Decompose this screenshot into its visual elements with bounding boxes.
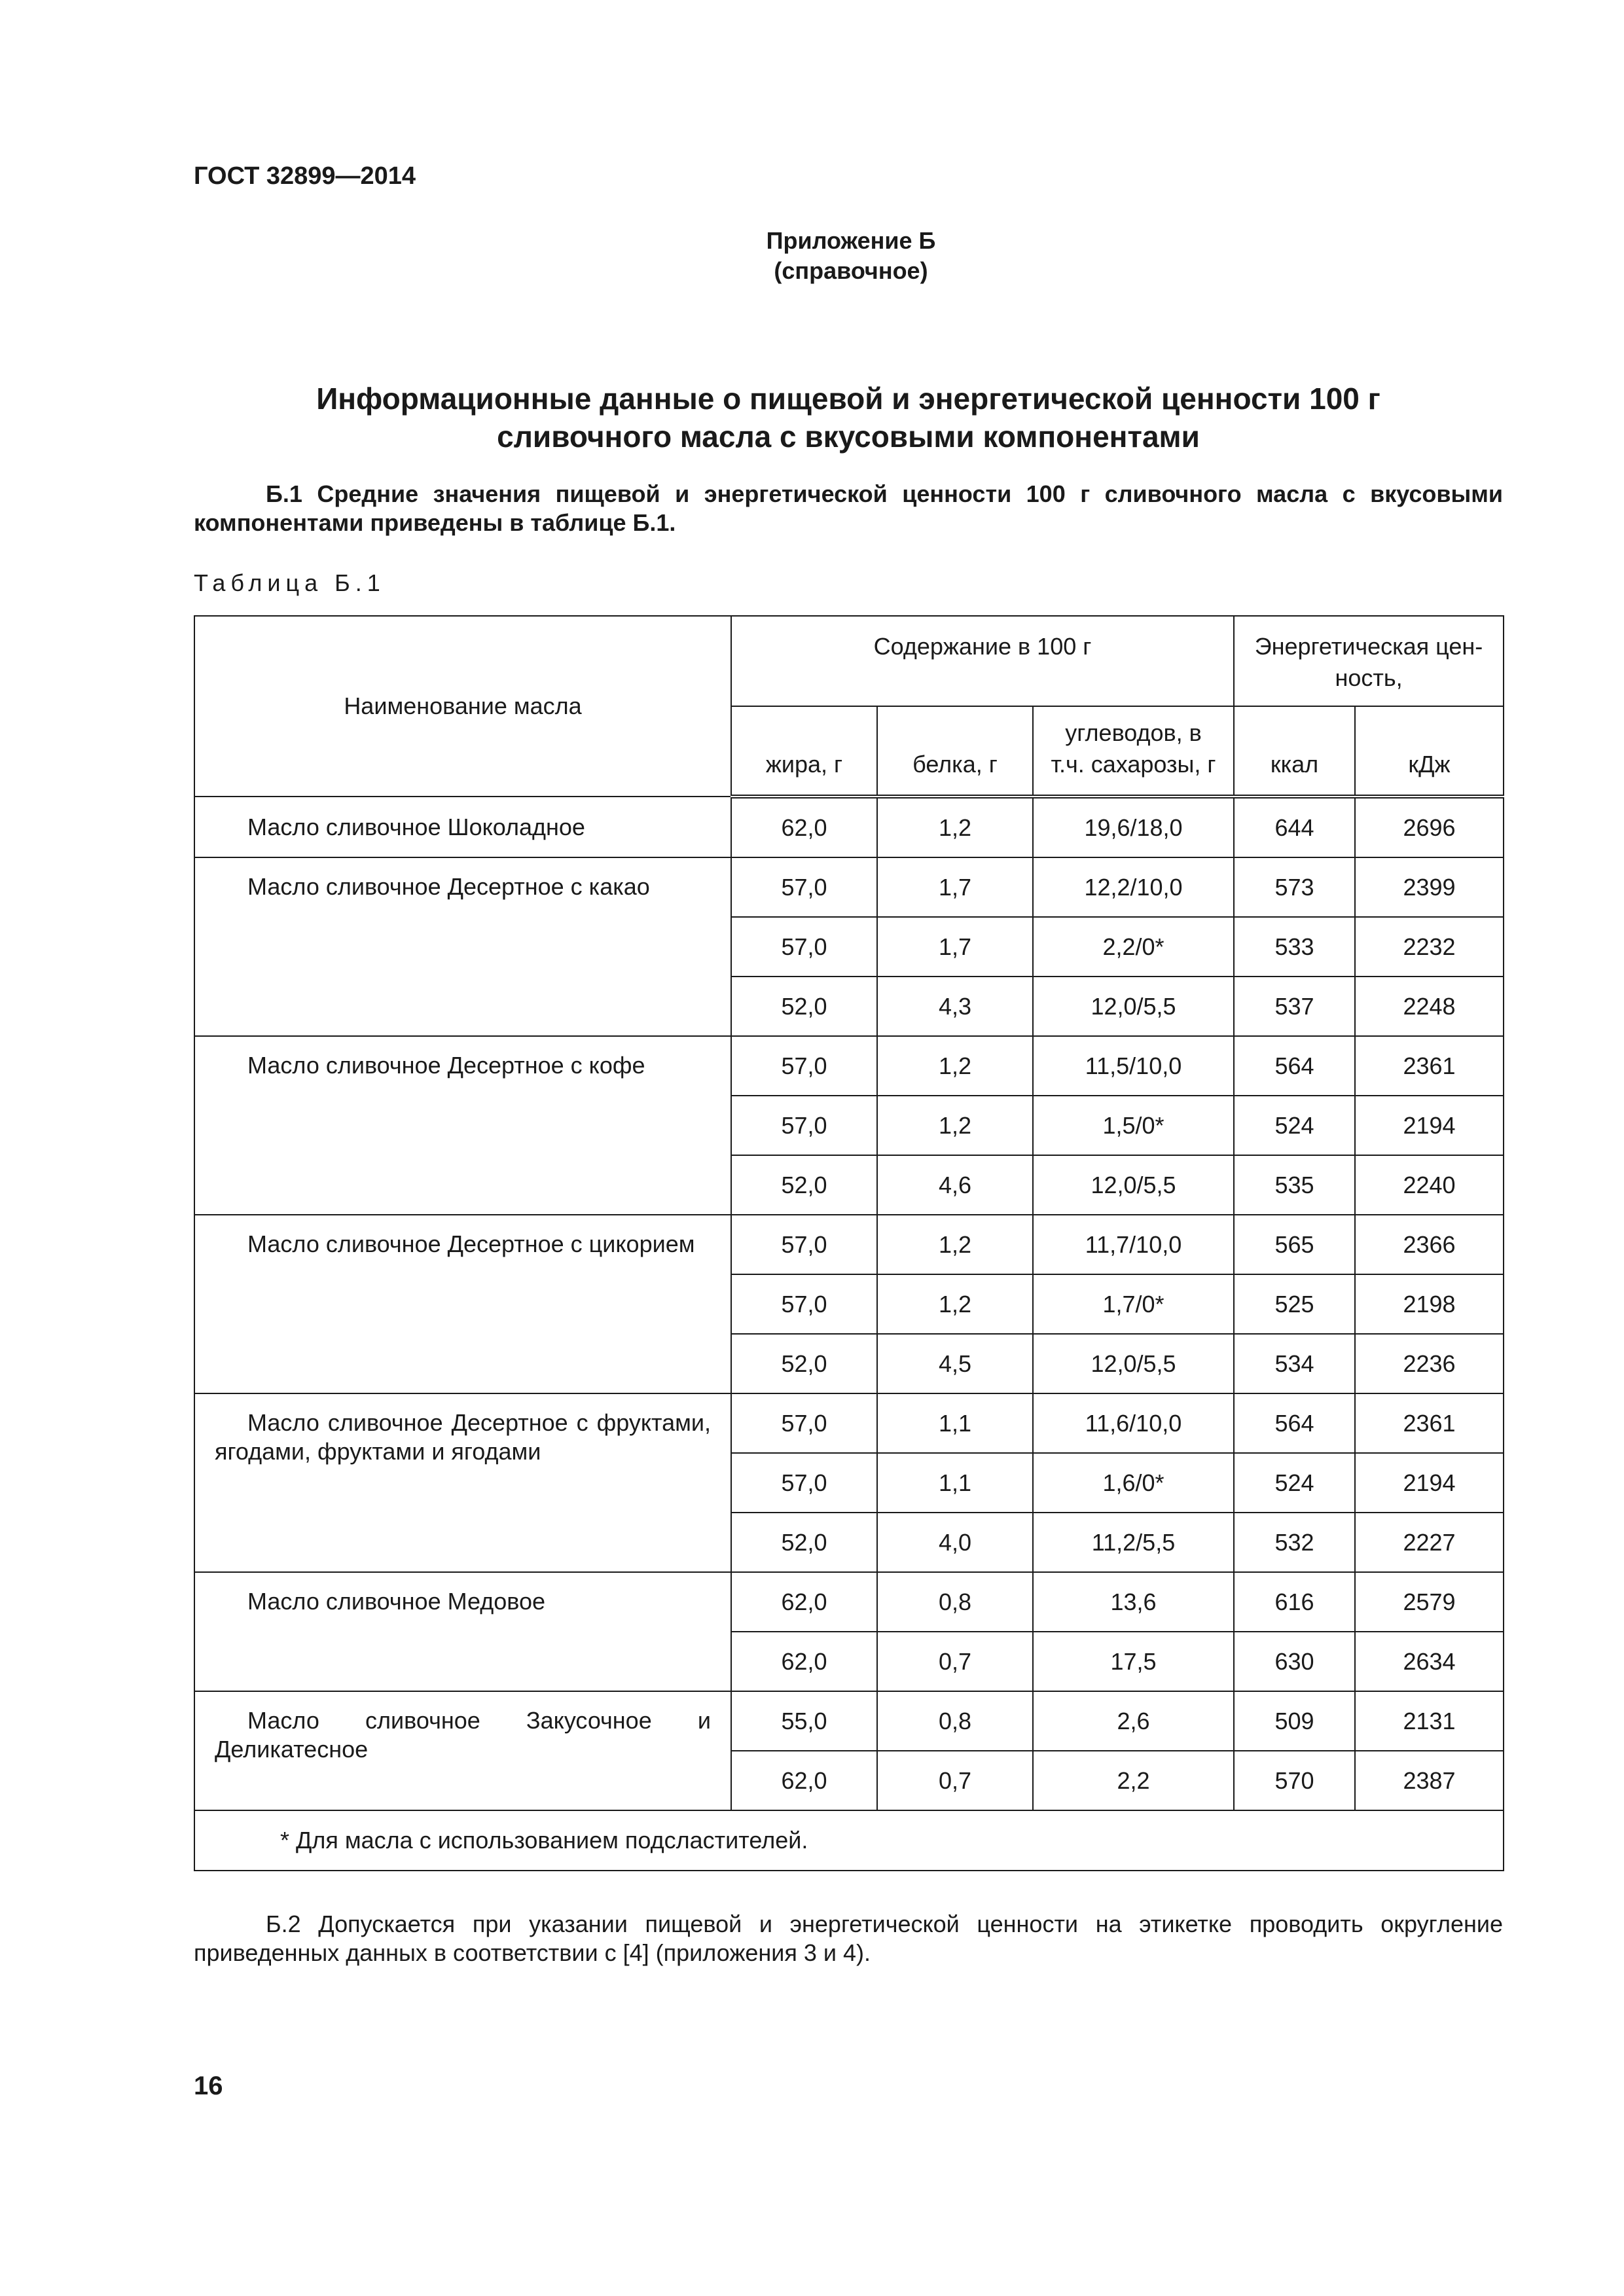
cell-carbs: 1,6/0* — [1033, 1453, 1234, 1513]
title-line-1: Информационные данные о пищевой и энергетической ценности 100 г — [316, 382, 1380, 416]
header-fat: жира, г — [731, 706, 877, 797]
footnote-row — [194, 1810, 1504, 1871]
cell-kj: 2227 — [1355, 1513, 1504, 1572]
cell-kcal: 532 — [1234, 1513, 1355, 1572]
page-number: 16 — [194, 2072, 223, 2100]
appendix-status: (справочное) — [774, 257, 928, 284]
cell-carbs: 11,5/10,0 — [1033, 1036, 1234, 1096]
cell-fat: 57,0 — [731, 857, 877, 917]
nutrition-table — [194, 615, 1504, 1871]
cell-kj: 2387 — [1355, 1751, 1504, 1810]
butter-name: Масло сливочное Закусочное и Деликатесное — [194, 1691, 731, 1810]
cell-carbs: 13,6 — [1033, 1572, 1234, 1632]
table-row — [194, 1036, 1504, 1096]
appendix-label: Приложение Б — [766, 227, 936, 254]
cell-carbs: 11,7/10,0 — [1033, 1215, 1234, 1274]
cell-kcal: 535 — [1234, 1155, 1355, 1215]
butter-name: Масло сливочное Десертное с цикорием — [194, 1215, 731, 1393]
cell-protein: 1,2 — [877, 797, 1033, 857]
header-protein: белка, г — [877, 706, 1033, 797]
cell-kcal: 537 — [1234, 977, 1355, 1036]
cell-kj: 2240 — [1355, 1155, 1504, 1215]
cell-kj: 2236 — [1355, 1334, 1504, 1393]
header-name: Наименование масла — [194, 616, 731, 797]
cell-carbs: 12,0/5,5 — [1033, 1155, 1234, 1215]
table-row — [194, 1393, 1504, 1453]
butter-name: Масло сливочное Медовое — [194, 1572, 731, 1691]
header-content-group: Содержание в 100 г — [731, 616, 1234, 706]
cell-carbs: 19,6/18,0 — [1033, 797, 1234, 857]
cell-fat: 52,0 — [731, 1334, 877, 1393]
nutrition-table-container — [194, 615, 1503, 1871]
butter-name: Масло сливочное Десертное с фруктами, ягодами, фруктами и ягодами — [194, 1393, 731, 1572]
cell-fat: 62,0 — [731, 1632, 877, 1691]
cell-kj: 2399 — [1355, 857, 1504, 917]
cell-fat: 62,0 — [731, 797, 877, 857]
cell-kj: 2232 — [1355, 917, 1504, 977]
cell-kcal: 533 — [1234, 917, 1355, 977]
cell-protein: 1,1 — [877, 1393, 1033, 1453]
cell-fat: 57,0 — [731, 917, 877, 977]
cell-kj: 2194 — [1355, 1096, 1504, 1155]
appendix-title — [194, 380, 1503, 456]
cell-fat: 62,0 — [731, 1751, 877, 1810]
cell-kj: 2696 — [1355, 797, 1504, 857]
header-kj: кДж — [1355, 706, 1504, 797]
cell-protein: 1,7 — [877, 917, 1033, 977]
cell-kcal: 573 — [1234, 857, 1355, 917]
cell-protein: 1,2 — [877, 1274, 1033, 1334]
cell-kj: 2131 — [1355, 1691, 1504, 1751]
cell-kcal: 534 — [1234, 1334, 1355, 1393]
cell-kj: 2361 — [1355, 1036, 1504, 1096]
paragraph-b1: Б.1 Средние значения пищевой и энергетической ценности 100 г сливочного масла с вкусовыми компонентами приведены в таблице Б.1. — [194, 480, 1503, 536]
cell-protein: 0,7 — [877, 1751, 1033, 1810]
cell-fat: 52,0 — [731, 977, 877, 1036]
table-row — [194, 1215, 1504, 1274]
cell-fat: 57,0 — [731, 1036, 877, 1096]
cell-protein: 4,3 — [877, 977, 1033, 1036]
butter-name: Масло сливочное Десертное с кофе — [194, 1036, 731, 1215]
cell-kcal: 525 — [1234, 1274, 1355, 1334]
cell-carbs: 1,7/0* — [1033, 1274, 1234, 1334]
table-footnote: * Для масла с использованием подсластителей. — [194, 1810, 1504, 1871]
cell-kcal: 616 — [1234, 1572, 1355, 1632]
cell-protein: 0,8 — [877, 1572, 1033, 1632]
cell-kcal: 630 — [1234, 1632, 1355, 1691]
table-caption: Таблица Б.1 — [194, 569, 386, 596]
butter-name: Масло сливочное Десертное с какао — [194, 857, 731, 1036]
cell-kj: 2366 — [1355, 1215, 1504, 1274]
cell-carbs: 11,6/10,0 — [1033, 1393, 1234, 1453]
cell-protein: 0,7 — [877, 1632, 1033, 1691]
cell-protein: 4,5 — [877, 1334, 1033, 1393]
cell-fat: 57,0 — [731, 1096, 877, 1155]
cell-protein: 1,2 — [877, 1215, 1033, 1274]
cell-carbs: 1,5/0* — [1033, 1096, 1234, 1155]
cell-protein: 4,0 — [877, 1513, 1033, 1572]
table-row — [194, 1691, 1504, 1751]
cell-carbs: 12,2/10,0 — [1033, 857, 1234, 917]
cell-kj: 2579 — [1355, 1572, 1504, 1632]
cell-carbs: 2,2/0* — [1033, 917, 1234, 977]
paragraph-b2: Б.2 Допускается при указании пищевой и энергетической ценности на этикетке проводить округление приведенных данных в соответствии с [4] (приложения 3 и 4). — [194, 1910, 1503, 1966]
table-body — [194, 797, 1504, 1871]
cell-carbs: 11,2/5,5 — [1033, 1513, 1234, 1572]
appendix-heading — [622, 226, 1080, 286]
cell-fat: 57,0 — [731, 1215, 877, 1274]
cell-fat: 52,0 — [731, 1155, 877, 1215]
cell-protein: 1,2 — [877, 1096, 1033, 1155]
cell-kcal: 565 — [1234, 1215, 1355, 1274]
cell-fat: 57,0 — [731, 1393, 877, 1453]
cell-protein: 4,6 — [877, 1155, 1033, 1215]
cell-kcal: 524 — [1234, 1453, 1355, 1513]
standard-code: ГОСТ 32899—2014 — [194, 162, 416, 190]
cell-kj: 2634 — [1355, 1632, 1504, 1691]
header-kcal: ккал — [1234, 706, 1355, 797]
cell-protein: 0,8 — [877, 1691, 1033, 1751]
cell-fat: 57,0 — [731, 1274, 877, 1334]
cell-kcal: 570 — [1234, 1751, 1355, 1810]
cell-carbs: 17,5 — [1033, 1632, 1234, 1691]
cell-fat: 55,0 — [731, 1691, 877, 1751]
cell-protein: 1,2 — [877, 1036, 1033, 1096]
cell-protein: 1,1 — [877, 1453, 1033, 1513]
cell-fat: 57,0 — [731, 1453, 877, 1513]
cell-carbs: 12,0/5,5 — [1033, 977, 1234, 1036]
header-energy-group: Энергетическая цен-ность, — [1234, 616, 1504, 706]
title-line-2: сливочного масла с вкусовыми компонентами — [497, 420, 1200, 454]
butter-name: Масло сливочное Шоколадное — [194, 797, 731, 857]
table-row — [194, 1572, 1504, 1632]
header-carbs: углеводов, в т.ч. сахарозы, г — [1033, 706, 1234, 797]
cell-kcal: 564 — [1234, 1393, 1355, 1453]
cell-kcal: 509 — [1234, 1691, 1355, 1751]
cell-carbs: 12,0/5,5 — [1033, 1334, 1234, 1393]
table-row — [194, 797, 1504, 857]
cell-protein: 1,7 — [877, 857, 1033, 917]
cell-kj: 2361 — [1355, 1393, 1504, 1453]
table-header — [194, 616, 1504, 797]
cell-carbs: 2,6 — [1033, 1691, 1234, 1751]
table-row — [194, 857, 1504, 917]
cell-fat: 62,0 — [731, 1572, 877, 1632]
cell-carbs: 2,2 — [1033, 1751, 1234, 1810]
cell-kj: 2194 — [1355, 1453, 1504, 1513]
cell-kcal: 524 — [1234, 1096, 1355, 1155]
cell-kcal: 564 — [1234, 1036, 1355, 1096]
cell-kcal: 644 — [1234, 797, 1355, 857]
cell-kj: 2198 — [1355, 1274, 1504, 1334]
cell-fat: 52,0 — [731, 1513, 877, 1572]
cell-kj: 2248 — [1355, 977, 1504, 1036]
